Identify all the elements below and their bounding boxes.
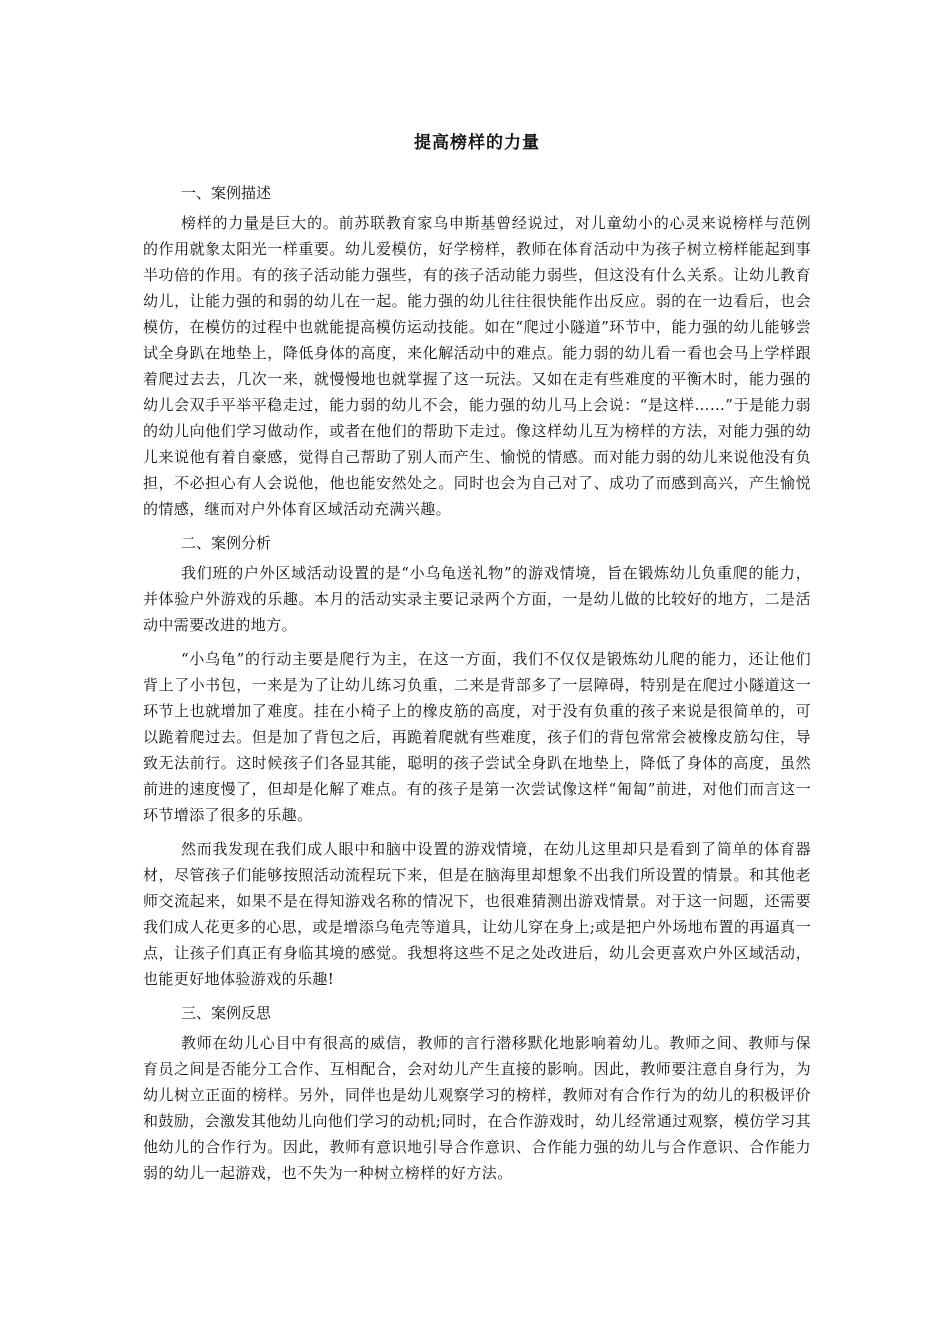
- section-case-description: [143, 180, 811, 522]
- paragraph: 榜样的力量是巨大的。前苏联教育家乌申斯基曾经说过，对儿童幼小的心灵来说榜样与范例的作用就象太阳光一样重要。幼儿爱模仿，好学榜样，教师在体育活动中为孩子树立榜样能起到事半功倍的作用。有的孩子活动能力强些，有的孩子活动能力弱些，但这没有什么关系。让幼儿教育幼儿，让能力强的和弱的幼儿在一起。能力强的幼儿往往很快能作出反应。弱的在一边看后，也会模仿，在模仿的过程中也就能提高模仿运动技能。如在“爬过小隧道”环节中，能力强的幼儿能够尝试全身趴在地垫上，降低身体的高度，来化解活动中的难点。能力弱的幼儿看一看也会马上学样跟着爬过去去，几次一来，就慢慢地也就掌握了这一玩法。又如在走有些难度的平衡木时，能力强的幼儿会双手平举平稳走过，能力弱的幼儿不会，能力强的幼儿马上会说：“是这样……”于是能力弱的幼儿向他们学习做动作，或者在他们的帮助下走过。像这样幼儿互为榜样的方法，对能力强的幼儿来说他有着自豪感，觉得自己帮助了别人而产生、愉悦的情感。而对能力弱的幼儿来说他没有负担，不必担心有人会说他，他也能安然处之。同时也会为自己对了、成功了而感到高兴，产生愉悦的情感，继而对户外体育区域活动充满兴趣。: [143, 214, 811, 518]
- paragraph: 教师在幼儿心目中有很高的威信，教师的言行潜移默化地影响着幼儿。教师之间、教师与保育员之间是否能分工合作、互相配合，会对幼儿产生直接的影响。因此，教师要注意自身行为，为幼儿树立正面的榜样。另外，同伴也是幼儿观察学习的榜样，教师对有合作行为的幼儿的积极评价和鼓励，会激发其他幼儿向他们学习的动机;同时，在合作游戏时，幼儿经常通过观察，模仿学习其他幼儿的合作行为。因此，教师有意识地引导合作意识、合作能力强的幼儿与合作意识、合作能力弱的幼儿一起游戏，也不失为一种树立榜样的好方法。: [143, 1034, 811, 1182]
- document-title: 提高榜样的力量: [414, 133, 540, 153]
- paragraph: 然而我发现在我们成人眼中和脑中设置的游戏情境，在幼儿这里却只是看到了简单的体育器材，尽管孩子们能够按照活动流程玩下来，但是在脑海里却想象不出我们所设置的情景。和其他老师交流起来，如果不是在得知游戏名称的情况下，也很难猜测出游戏情景。对于这一问题，还需要我们成人花更多的心思，或是增添乌龟壳等道具，让幼儿穿在身上;或是把户外场地布置的再逼真一点，让孩子们真正有身临其境的感觉。我想将这些不足之处改进后，幼儿会更喜欢户外区域活动，也能更好地体验游戏的乐趣!: [143, 840, 811, 988]
- section-heading: 一、案例描述: [181, 184, 272, 202]
- paragraph: 我们班的户外区域活动设置的是“小乌龟送礼物”的游戏情境，旨在锻炼幼儿负重爬的能力，并体验户外游戏的乐趣。本月的活动实录主要记录两个方面，一是幼儿做的比较好的地方，二是活动中需要改进的地方。: [143, 564, 811, 634]
- section-heading: 三、案例反思: [181, 1004, 272, 1022]
- section-heading: 二、案例分析: [181, 534, 272, 552]
- section-case-reflection: [143, 1000, 811, 1186]
- document-page: [143, 128, 811, 1194]
- section-case-analysis: [143, 530, 811, 992]
- paragraph: “小乌龟”的行动主要是爬行为主，在这一方面，我们不仅仅是锻炼幼儿爬的能力，还让他们背上了小书包，一来是为了让幼儿练习负重，二来是背部多了一层障碍，特别是在爬过小隧道这一环节上也就增加了难度。挂在小椅子上的橡皮筋的高度，对于没有负重的孩子来说是很简单的，可以跪着爬过去。但是加了背包之后，再跪着爬就有些难度，孩子们的背包常常会被橡皮筋勾住，导致无法前行。这时候孩子们各显其能，聪明的孩子尝试全身趴在地垫上，降低了身体的高度，虽然前进的速度慢了，但却是化解了难点。有的孩子是第一次尝试像这样“匍匐”前进，对他们而言这一环节增添了很多的乐趣。: [143, 650, 811, 824]
